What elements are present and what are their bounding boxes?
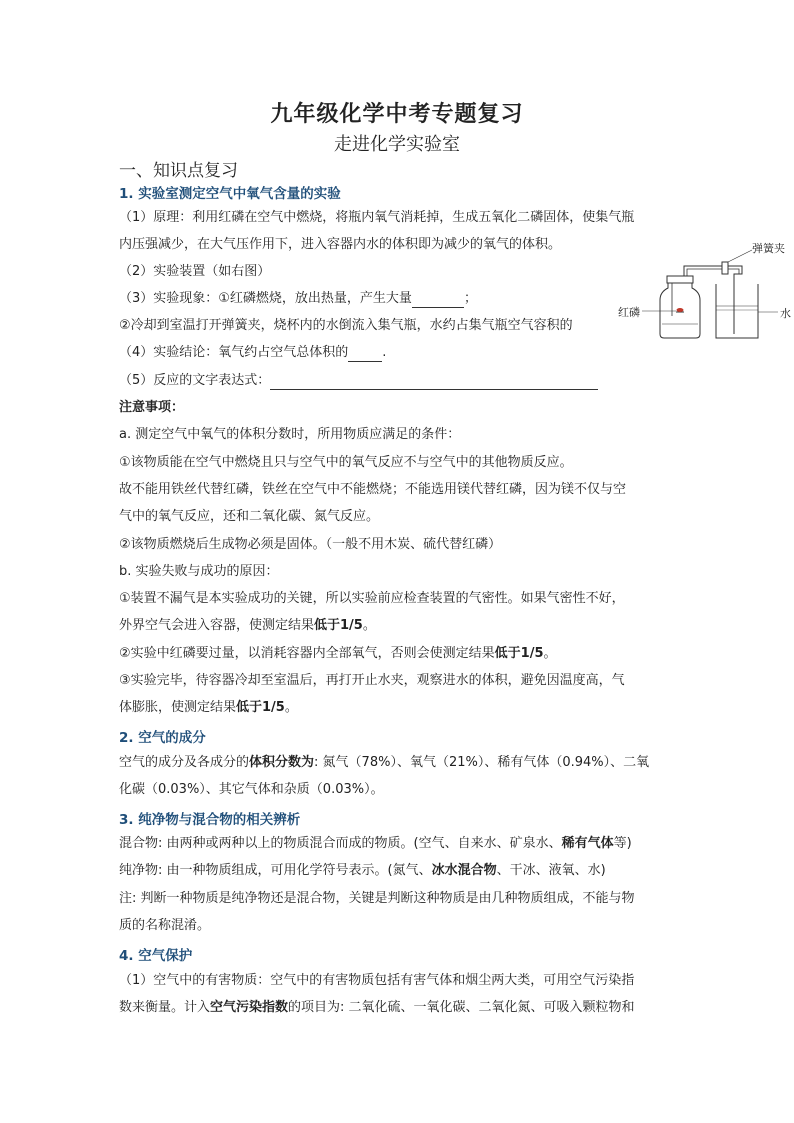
note-b-4: ③实验完毕，待容器冷却至室温后，再打开止水夹，观察进水的体积，避免因温度高，气	[119, 673, 625, 688]
note-b-5	[119, 699, 298, 717]
label-water: 水	[780, 307, 791, 320]
text: 等)	[613, 836, 632, 851]
semicolon: ；	[463, 291, 477, 306]
page-subtitle: 走进化学实验室	[334, 134, 460, 155]
note-a-3: 气中的氧气反应，还和二氧化碳、氮气反应。	[119, 509, 380, 524]
experiment-apparatus-diagram	[612, 234, 794, 349]
text: 。	[543, 646, 557, 661]
emphasis: 低于1/5	[236, 700, 285, 715]
para-2-line-2: 化碳（0.03%）、其它气体和杂质（0.03%）。	[119, 782, 384, 797]
note-a-2: 故不能用铁丝代替红磷，铁丝在空气中不能燃烧；不能选用镁代替红磷，因为镁不仅与空	[119, 482, 627, 497]
para-3-line-2	[119, 862, 606, 880]
gas-bottle-icon	[660, 276, 700, 338]
period: .	[382, 345, 387, 360]
note-a-1: ①该物质能在空气中燃烧且只与空气中的氧气反应不与空气中的其他物质反应。	[119, 455, 573, 470]
text: ②实验中红磷要过量，以消耗容器内全部氧气，否则会使测定结果	[119, 646, 495, 661]
text: 的项目为: 二氧化硫、一氧化碳、二氧化氮、可吸入颗粒物和	[288, 1000, 635, 1015]
para-4-line-2	[119, 999, 635, 1017]
heading-1: 1. 实验室测定空气中氧气含量的实验	[119, 186, 341, 202]
text: 体膨胀，使测定结果	[119, 700, 237, 715]
label-red-phosphorus: 红磷	[618, 306, 640, 319]
connecting-tube	[684, 262, 742, 334]
note-a-4: ②该物质燃烧后生成物必须是固体。（一般不用木炭、硫代替红磷）	[119, 537, 502, 552]
emphasis: 低于1/5	[314, 618, 363, 633]
blank-equation[interactable]	[270, 375, 598, 390]
note-b-2	[119, 617, 376, 635]
emphasis: 冰水混合物	[431, 863, 497, 878]
text: 空气的成分及各成分的	[119, 755, 250, 770]
emphasis: 低于1/5	[494, 646, 544, 661]
note-a: a. 测定空气中氧气的体积分数时，所用物质应满足的条件：	[119, 427, 461, 442]
note-b-1: ①装置不漏气是本实验成功的关键，所以实验前应检查装置的气密性。如果气密性不好，	[119, 591, 625, 606]
para-1-line-4	[119, 290, 477, 308]
para-4-line-1: （1）空气中的有害物质：空气中的有害物质包括有害气体和烟尘两大类，可用空气污染指	[119, 973, 635, 988]
para-1-line-2: 内压强减少，在大气压作用下，进入容器内水的体积即为减少的氧气的体积。	[119, 237, 562, 252]
emphasis: 体积分数为	[249, 755, 315, 770]
heading-4: 4. 空气保护	[119, 948, 193, 964]
text: 数来衡量。计入	[119, 1000, 211, 1015]
text: 。	[284, 700, 298, 715]
equation-label: （5）反应的文字表达式：	[119, 373, 271, 388]
blank-fraction[interactable]	[348, 347, 382, 362]
note-b-3	[119, 645, 557, 663]
beaker-icon	[716, 284, 758, 338]
conclusion-text: （4）实验结论：氧气约占空气总体积的	[119, 345, 349, 360]
emphasis: 稀有气体	[561, 836, 614, 851]
para-1-line-3: （2）实验装置（如右图）	[119, 264, 271, 279]
label-spring-clip: 弹簧夹	[752, 242, 785, 255]
text: 。	[362, 618, 376, 633]
text: : 氮气（78%）、氧气（21%）、稀有气体（0.94%）、二氧	[314, 755, 650, 770]
heading-3: 3. 纯净物与混合物的相关辨析	[119, 812, 301, 828]
text: 混合物: 由两种或两种以上的物质混合而成的物质。(空气、自来水、矿泉水、	[119, 836, 562, 851]
note-b: b. 实验失败与成功的原因：	[119, 564, 279, 579]
para-3-line-3: 注: 判断一种物质是纯净物还是混合物，关键是判断这种物质是由几种物质组成，不能与物	[119, 891, 635, 906]
phenomenon-text: （3）实验现象：①红磷燃烧，放出热量，产生大量	[119, 291, 412, 306]
emphasis: 空气污染指数	[210, 1000, 289, 1015]
para-1-line-6	[119, 344, 386, 362]
para-3-line-1	[119, 835, 632, 853]
text: 、干冰、液氧、水)	[496, 863, 606, 878]
section-heading: 一、知识点复习	[119, 161, 238, 181]
notes-title: 注意事项：	[119, 400, 185, 415]
para-3-line-4: 质的名称混淆。	[119, 918, 211, 933]
para-1-line-5: ②冷却到室温打开弹簧夹，烧杯内的水倒流入集气瓶，水约占集气瓶空气容积的	[119, 318, 573, 333]
text: 纯净物: 由一种物质组成，可用化学符号表示。(氮气、	[119, 863, 432, 878]
para-1-line-1: （1）原理：利用红磷在空气中燃烧，将瓶内氧气消耗掉，生成五氧化二磷固体，使集气瓶	[119, 210, 635, 225]
blank-smoke[interactable]	[412, 293, 464, 308]
para-1-line-7	[119, 372, 598, 390]
para-2-line-1	[119, 754, 649, 772]
page-title: 九年级化学中考专题复习	[270, 101, 524, 127]
text: 外界空气会进入容器，使测定结果	[119, 618, 315, 633]
heading-2: 2. 空气的成分	[119, 730, 206, 746]
